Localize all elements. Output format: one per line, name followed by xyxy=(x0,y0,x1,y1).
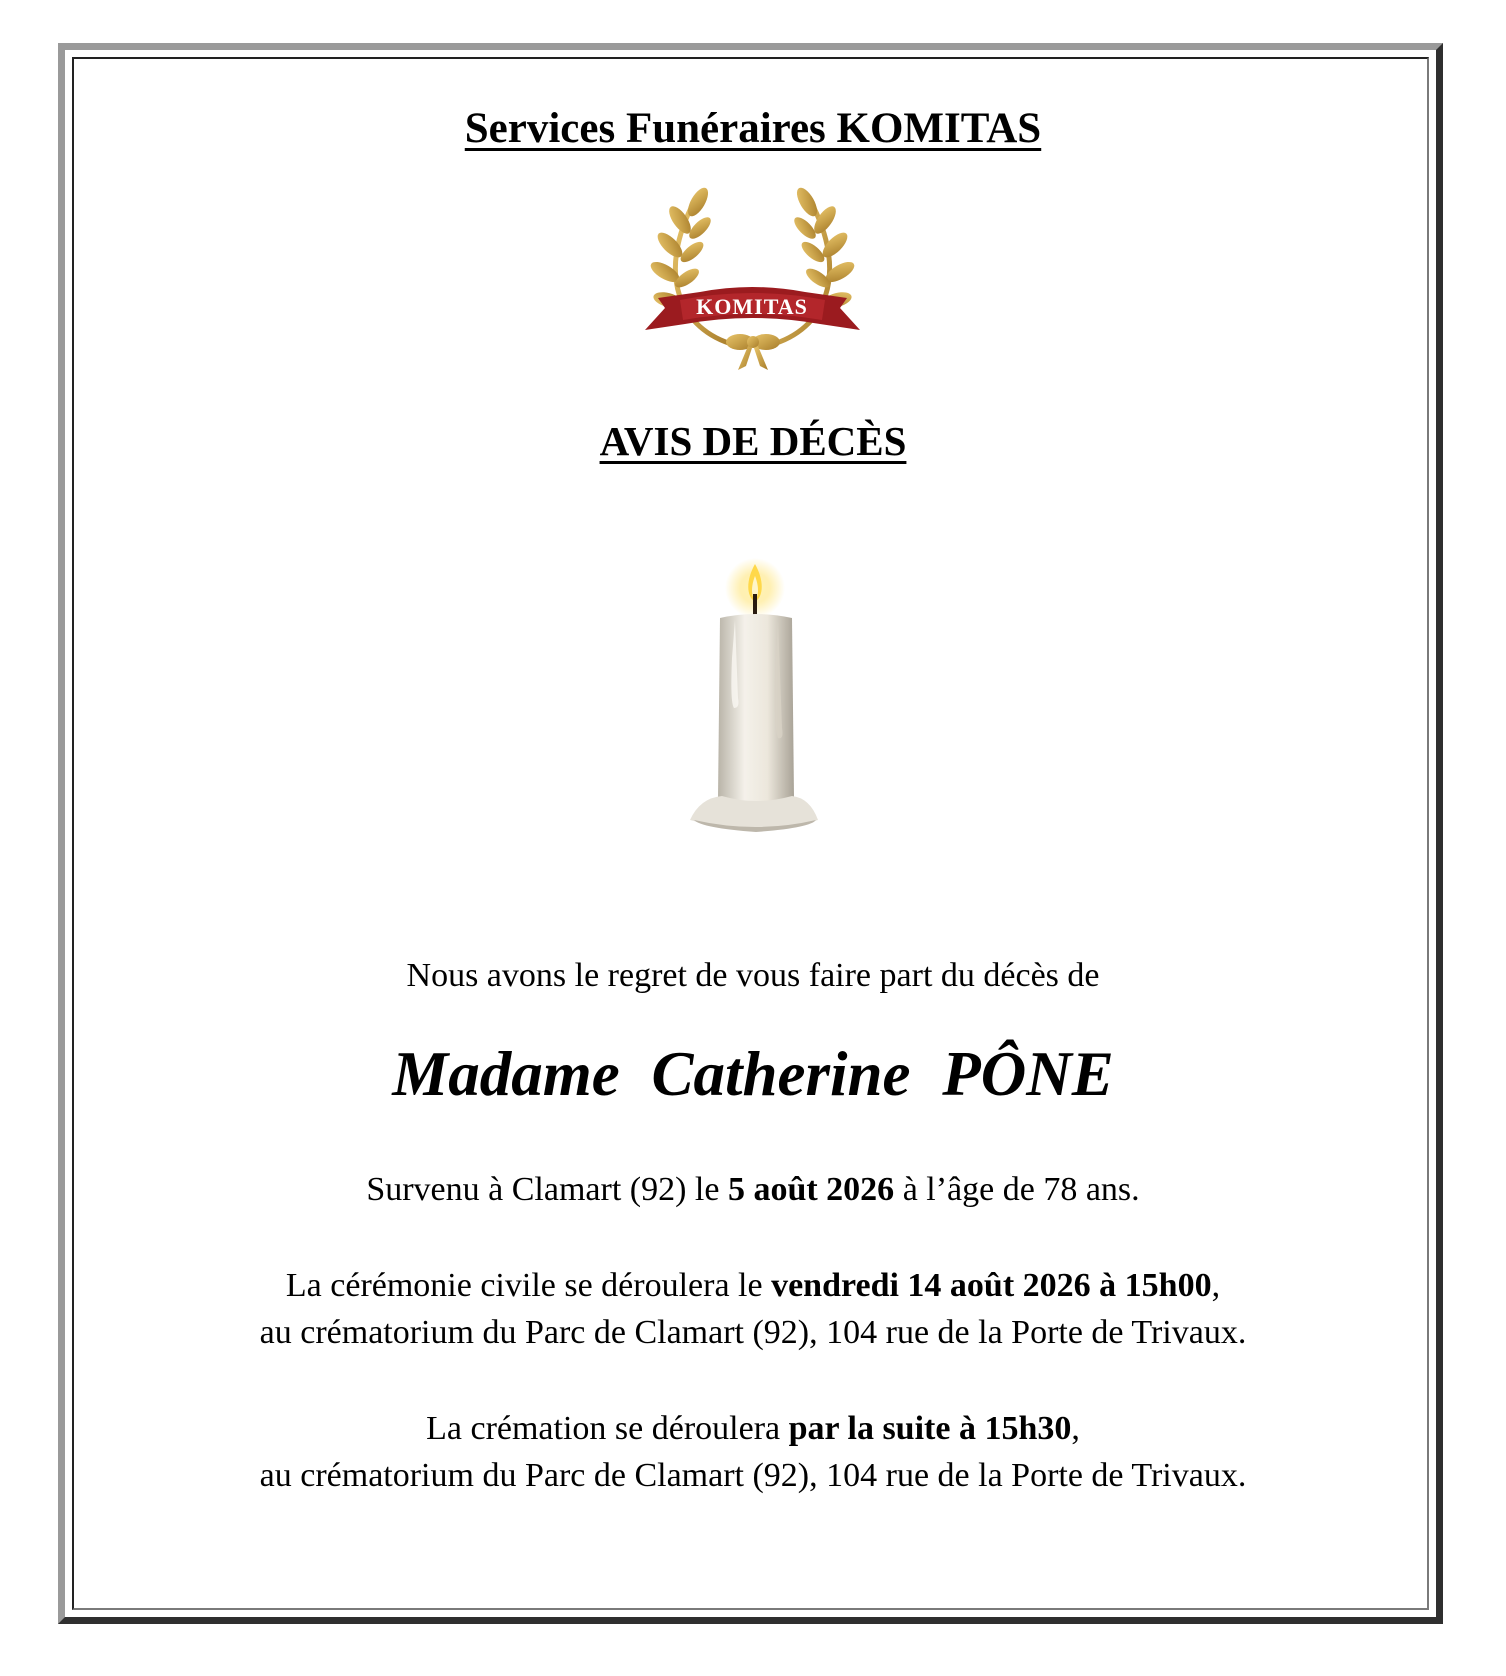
company-name: Services Funéraires KOMITAS xyxy=(464,105,1042,152)
logo-ribbon-text: KOMITAS xyxy=(696,294,808,319)
death-info xyxy=(0,1166,1506,1213)
ceremony-comma: , xyxy=(1211,1267,1221,1304)
candle-icon xyxy=(660,558,840,878)
ceremony-info xyxy=(0,1262,1506,1356)
ceremony-datetime: vendredi 14 août 2026 à 15h00 xyxy=(771,1267,1212,1304)
cremation-info xyxy=(0,1405,1506,1499)
cremation-time: par la suite à 15h30 xyxy=(788,1410,1072,1447)
death-date: 5 août 2026 xyxy=(727,1171,895,1208)
intro-text: Nous avons le regret de vous faire part du décès de xyxy=(406,957,1100,994)
komitas-laurel-logo xyxy=(640,180,865,390)
ceremony-place: au crématorium du Parc de Clamart (92), 104 rue de la Porte de Trivaux. xyxy=(259,1314,1247,1351)
death-prefix: Survenu à Clamart (92) le xyxy=(366,1171,728,1208)
notice-title: AVIS DE DÉCÈS xyxy=(599,418,907,464)
deceased-name: Madame Catherine PÔNE xyxy=(392,1039,1114,1109)
cremation-place: au crématorium du Parc de Clamart (92), 104 rue de la Porte de Trivaux. xyxy=(259,1457,1247,1494)
ceremony-prefix: La cérémonie civile se déroulera le xyxy=(285,1267,772,1304)
cremation-comma: , xyxy=(1071,1410,1080,1447)
death-suffix: à l’âge de 78 ans. xyxy=(894,1171,1140,1208)
cremation-prefix: La crémation se déroulera xyxy=(426,1410,789,1447)
